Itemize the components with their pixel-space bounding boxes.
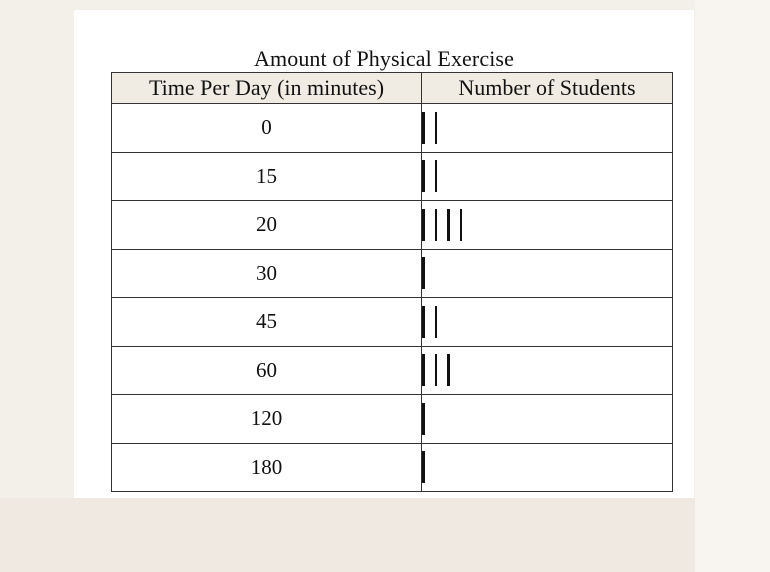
tally-mark — [460, 209, 463, 241]
time-cell: 60 — [112, 346, 422, 395]
time-cell: 0 — [112, 104, 422, 153]
tally-mark — [422, 112, 425, 144]
tally-marks — [422, 256, 672, 290]
tally-marks — [422, 402, 672, 436]
tally-marks — [422, 450, 672, 484]
time-cell: 30 — [112, 249, 422, 298]
tally-mark — [422, 160, 425, 192]
background-band-bottom — [0, 498, 695, 572]
exercise-tally-table — [111, 72, 673, 492]
table-row — [112, 152, 673, 201]
tally-mark — [435, 112, 438, 144]
tally-cell — [422, 395, 673, 444]
tally-mark — [435, 306, 438, 338]
tally-marks — [422, 159, 672, 193]
table-row — [112, 395, 673, 444]
tally-cell — [422, 443, 673, 492]
table-row — [112, 298, 673, 347]
table-row — [112, 443, 673, 492]
table-row — [112, 104, 673, 153]
table-row — [112, 201, 673, 250]
tally-mark — [435, 354, 438, 386]
tally-marks — [422, 208, 672, 242]
tally-mark — [422, 403, 425, 435]
tally-mark — [422, 257, 425, 289]
tally-cell — [422, 152, 673, 201]
time-cell: 180 — [112, 443, 422, 492]
tally-marks — [422, 353, 672, 387]
tally-cell — [422, 346, 673, 395]
table-panel — [74, 10, 694, 498]
time-cell: 45 — [112, 298, 422, 347]
header-row — [112, 73, 673, 104]
column-header-students: Number of Students — [422, 73, 673, 104]
time-cell: 120 — [112, 395, 422, 444]
table-body — [112, 104, 673, 492]
tally-cell — [422, 201, 673, 250]
tally-mark — [435, 160, 438, 192]
tally-mark — [435, 209, 438, 241]
tally-marks — [422, 305, 672, 339]
tally-mark — [422, 354, 425, 386]
tally-mark — [422, 451, 425, 483]
tally-marks — [422, 111, 672, 145]
table-title: Amount of Physical Exercise — [254, 46, 514, 71]
tally-mark — [422, 306, 425, 338]
time-cell: 20 — [112, 201, 422, 250]
tally-mark — [447, 354, 450, 386]
table-row — [112, 346, 673, 395]
table-row — [112, 249, 673, 298]
column-header-time: Time Per Day (in minutes) — [112, 73, 422, 104]
tally-cell — [422, 298, 673, 347]
tally-cell — [422, 104, 673, 153]
tally-cell — [422, 249, 673, 298]
time-cell: 15 — [112, 152, 422, 201]
background-band-right — [695, 0, 770, 572]
tally-mark — [422, 209, 425, 241]
tally-mark — [447, 209, 450, 241]
